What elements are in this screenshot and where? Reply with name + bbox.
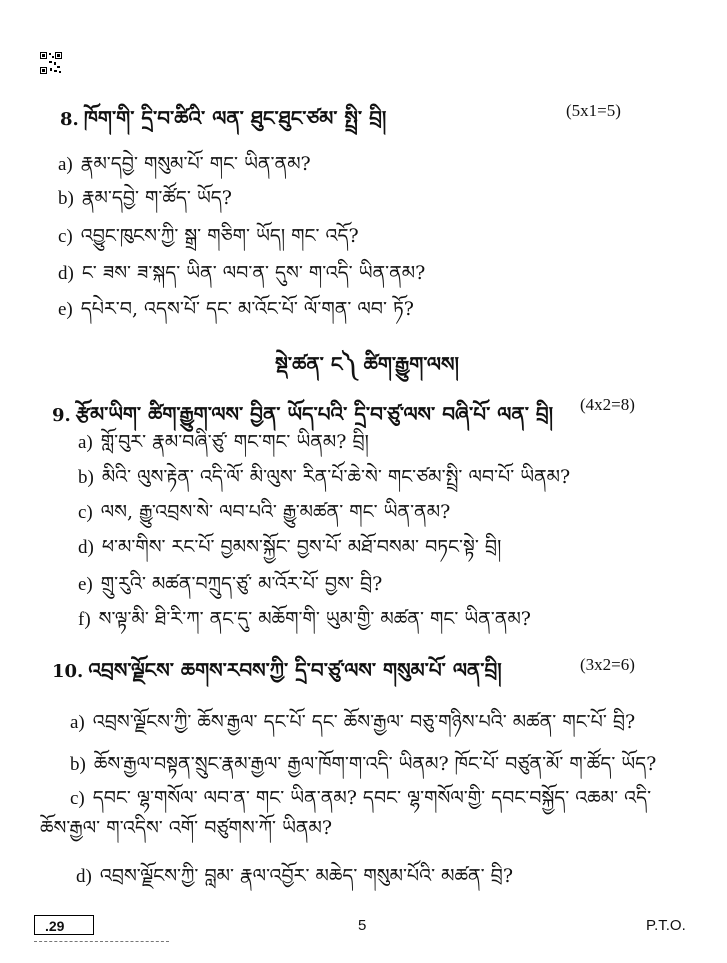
q8-item-d: d) ང་ ཟས་ ཟ་སྐད་ ཡིན་ ལབ་ན་ དུས་ ག་འདི་ ཡིན་ནམ? [58, 262, 426, 284]
q10-item-c: c) དབང་ ལྷ་གསོལ་ ལབ་ན་ གང་ ཡིན་ནམ? དབང་ ལྷ་གསོལ་གྱི་ དབང་བསྐྱོད་ འཆམ་ འདི་ [70, 787, 652, 809]
paper-code-box: .29 [34, 915, 94, 935]
q10-item-d: d) འབྲས་ལྗོངས་ཀྱི་ བླམ་ རྣལ་འབྱོར་ མཆེད་ གསུམ་པོའི་ མཚན་ བྲི? [76, 865, 514, 887]
q9-item-b: b) མིའི་ ལུས་རྟེན་ འདི་ལོ་ མི་ལུས་ རིན་པོ་ཆེ་སེ་ གང་ཙམ་སྤྲི་ ལབ་པོ་ ཡིནམ? [78, 466, 571, 488]
qr-code-icon [40, 52, 62, 74]
q9-marks: (4x2=8) [580, 395, 635, 414]
q10-number: 10. [52, 661, 84, 682]
footer-divider [34, 941, 169, 942]
q10-item-b: b) ཆོས་རྒྱལ་བསྟན་སྲུང་རྣམ་རྒྱལ་ རྒྱལ་ཁོག་ག་འདི་ ཡིནམ? ཁོང་པོ་ བཙུན་མོ་ ག་ཚོད་ ཡོད? [70, 753, 657, 775]
q9-item-f: f) ས་ལྟ་མི་ ཐི་རི་ཀ་ ནང་དུ་ མཆོག་གི་ ཡུམ་གྱི་ མཚན་ གང་ ཡིན་ནམ? [78, 608, 531, 630]
q9-item-d: d) ཕ་མ་གིས་ རང་པོ་ བྱམས་སྐྱོང་ བྱས་པོ་ མཐོ་བསམ་ བཏང་སྟེ་ བྲི། [78, 536, 502, 558]
q8-item-a: a) རྣམ་དབྱེ་ གསུམ་པོ་ གང་ ཡིན་ནམ? [58, 153, 311, 175]
q8-item-b: b) རྣམ་དབྱེ་ ག་ཚོད་ ཡོད? [58, 187, 232, 209]
section-heading: སྡེ་ཚན་ ང༽ ཚིག་རྒྱུག་ལས། [275, 352, 459, 376]
q10-item-a: a) འབྲས་ལྗོངས་ཀྱི་ ཆོས་རྒྱལ་ དང་པོ་ དང་ ཆོས་རྒྱལ་ བཅུ་གཉིས་པའི་ མཚན་ གང་པོ་ བྲི? [70, 711, 636, 733]
q8-item-e: e) དཔེར་བ, འདས་པོ་ དང་ མ་འོང་པོ་ ལོ་གན་ ལབ་ ཏོ? [58, 298, 414, 320]
page-number: 5 [358, 917, 367, 934]
pto-label: P.T.O. [646, 917, 686, 934]
q8-marks: (5x1=5) [566, 101, 621, 120]
q8-title: ཁོག་གི་ དྲི་བ་ཚིའི་ ལན་ ཐུང་ཐུང་ཙམ་ སྤྲི་ བྲི། [83, 106, 387, 130]
q10-header [52, 648, 502, 704]
q9-number: 9. [52, 405, 71, 426]
q9-item-e: e) གྲུ་རུའི་ མཚན་བཀྲུད་ཙུ་ མ་འོར་པོ་ བྱས་ བྲི? [78, 573, 383, 595]
q9-title: རྩོམ་ཡིག་ ཚིག་རྒྱུག་ལས་ བྱིན་ ཡོད་པའི་ དྲི་བ་ཙུ་ལས་ བཞི་པོ་ ལན་ བྲི། [75, 402, 554, 426]
q10-item-c-continued: ཆོས་རྒྱལ་ ག་འདིས་ འགོ་ བཙུགས་ཀོ་ ཡིནམ? [40, 817, 333, 839]
q8-number: 8. [60, 109, 79, 130]
q8-item-c: c) འབྱུང་ཁུངས་ཀྱི་ སྒྲ་ གཅིག་ ཡོད། གང་ འདོ? [58, 225, 359, 247]
q10-title: འབྲས་ལྗོངས་ ཆགས་རབས་ཀྱི་ དྲི་བ་ཙུ་ལས་ གསུམ་པོ་ ལན་བྲི། [88, 658, 502, 682]
q9-item-a: a) གློ་བུར་ རྣམ་བཞི་ཙུ་ གང་གང་ ཡིནམ? བྲི། [78, 431, 369, 453]
q10-marks: (3x2=6) [580, 655, 635, 674]
q9-item-c: c) ལས, རྒྱུ་འབྲས་སེ་ ལབ་པའི་ རྒྱུ་མཚན་ གང་ ཡིན་ནམ? [78, 501, 451, 523]
